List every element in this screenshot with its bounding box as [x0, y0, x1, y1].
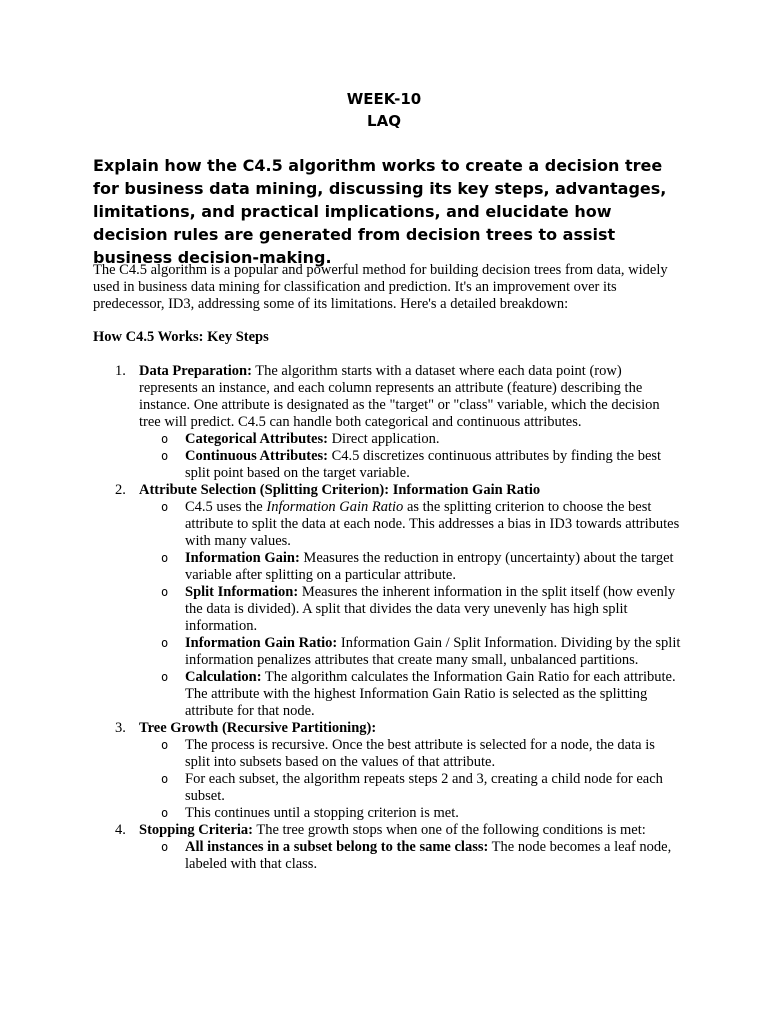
bullet-marker: o: [161, 806, 169, 820]
sub-item-text: Measures the inherent information in the split itself (how evenly the data is divided). A split that divides the data very unevenly has high split information.: [185, 584, 676, 634]
steps-list: [93, 363, 683, 873]
sub-item: [139, 805, 683, 822]
sub-item-text: The node becomes a leaf node, labeled with that class.: [185, 839, 672, 872]
sub-item: [139, 550, 683, 584]
sub-item-text: For each subset, the algorithm repeats steps 2 and 3, creating a child node for each subset.: [185, 771, 663, 804]
sub-item: [139, 431, 683, 448]
question-type-title: LAQ: [367, 112, 401, 130]
sub-item-bold: All instances in a subset belong to the same class:: [185, 839, 489, 855]
sub-item-text: as the splitting criterion to choose the best attribute to split the data at each node. This addresses a bias in ID3 towards attributes with many values.: [185, 499, 680, 549]
sub-item-bold: Categorical Attributes:: [185, 431, 328, 447]
step-text: The tree growth stops when one of the following conditions is met:: [252, 822, 646, 838]
bullet-marker: o: [161, 840, 169, 854]
sub-item-bold: Continuous Attributes:: [185, 448, 329, 464]
step-title: Stopping Criteria:: [139, 822, 253, 838]
sub-item-text: Direct application.: [327, 431, 440, 447]
sub-item: [139, 584, 683, 635]
sub-item: [139, 448, 683, 482]
bullet-marker: o: [161, 432, 169, 446]
bullet-marker: o: [161, 449, 169, 463]
sub-item-bold: Information Gain:: [185, 550, 300, 566]
sub-list: [139, 839, 683, 873]
step-title: Attribute Selection (Splitting Criterion): Information Gain Ratio: [139, 482, 541, 498]
sub-list: [139, 431, 683, 482]
step-item: [93, 363, 683, 482]
step-number: 4.: [115, 822, 126, 838]
sub-item-text: This continues until a stopping criterion is met.: [185, 805, 459, 821]
section-heading: How C4.5 Works: Key Steps: [93, 329, 269, 345]
step-text: The algorithm starts with a dataset where each data point (row) represents an instance, and each column represents an attribute (feature) describing the instance. One attribute is designated as the "target" or "class" variable, which the decision tree will predict. C4.5 can handle both categorical and continuous attributes.: [139, 363, 660, 430]
step-number: 3.: [115, 720, 126, 736]
bullet-marker: o: [161, 636, 169, 650]
step-number: 2.: [115, 482, 126, 498]
sub-item: [139, 669, 683, 720]
sub-item: [139, 737, 683, 771]
step-number: 1.: [115, 363, 126, 379]
sub-item: [139, 771, 683, 805]
bullet-marker: o: [161, 670, 169, 684]
sub-item: [139, 635, 683, 669]
bullet-marker: o: [161, 738, 169, 752]
sub-list: [139, 499, 683, 720]
sub-item-text: Measures the reduction in entropy (uncertainty) about the target variable after splitting on a particular attribute.: [185, 550, 674, 583]
sub-item-pre: C4.5 uses the: [185, 499, 267, 515]
week-title: WEEK-10: [346, 90, 422, 108]
intro-paragraph: The C4.5 algorithm is a popular and powerful method for building decision trees from data, widely used in business data mining for classification and prediction. It's an improvement over its predecessor, ID3, addressing some of its limitations. Here's a detailed breakdown:: [93, 262, 668, 312]
question-text: Explain how the C4.5 algorithm works to create a decision tree for business data mining, discussing its key steps, advantages, limitations, and practical implications, and elucidate how decision rules are generated from decision trees to assist business decision-making.: [93, 156, 667, 267]
sub-list: [139, 737, 683, 822]
bullet-marker: o: [161, 772, 169, 786]
sub-item: [139, 839, 683, 873]
step-item: [93, 482, 683, 720]
sub-item-bold: Information Gain Ratio:: [185, 635, 338, 651]
sub-item-text: The process is recursive. Once the best attribute is selected for a node, the data is split into subsets based on the values of that attribute.: [185, 737, 655, 770]
sub-item-bold: Calculation:: [185, 669, 262, 685]
sub-item: [139, 499, 683, 550]
sub-item-text: C4.5 discretizes continuous attributes by finding the best split point based on the target variable.: [185, 448, 662, 481]
sub-item-italic: Information Gain Ratio: [266, 499, 404, 515]
bullet-marker: o: [161, 585, 169, 599]
step-item: [93, 720, 683, 822]
sub-item-text: The algorithm calculates the Information Gain Ratio for each attribute. The attribute with the highest Information Gain Ratio is selected as the splitting attribute for that node.: [185, 669, 676, 719]
bullet-marker: o: [161, 500, 169, 514]
step-title: Data Preparation:: [139, 363, 252, 379]
sub-item-text: Information Gain / Split Information. Dividing by the split information penalizes attributes that create many small, unbalanced partitions.: [185, 635, 681, 668]
step-title: Tree Growth (Recursive Partitioning):: [139, 720, 377, 736]
sub-item-bold: Split Information:: [185, 584, 299, 600]
bullet-marker: o: [161, 551, 169, 565]
step-item: [93, 822, 683, 873]
